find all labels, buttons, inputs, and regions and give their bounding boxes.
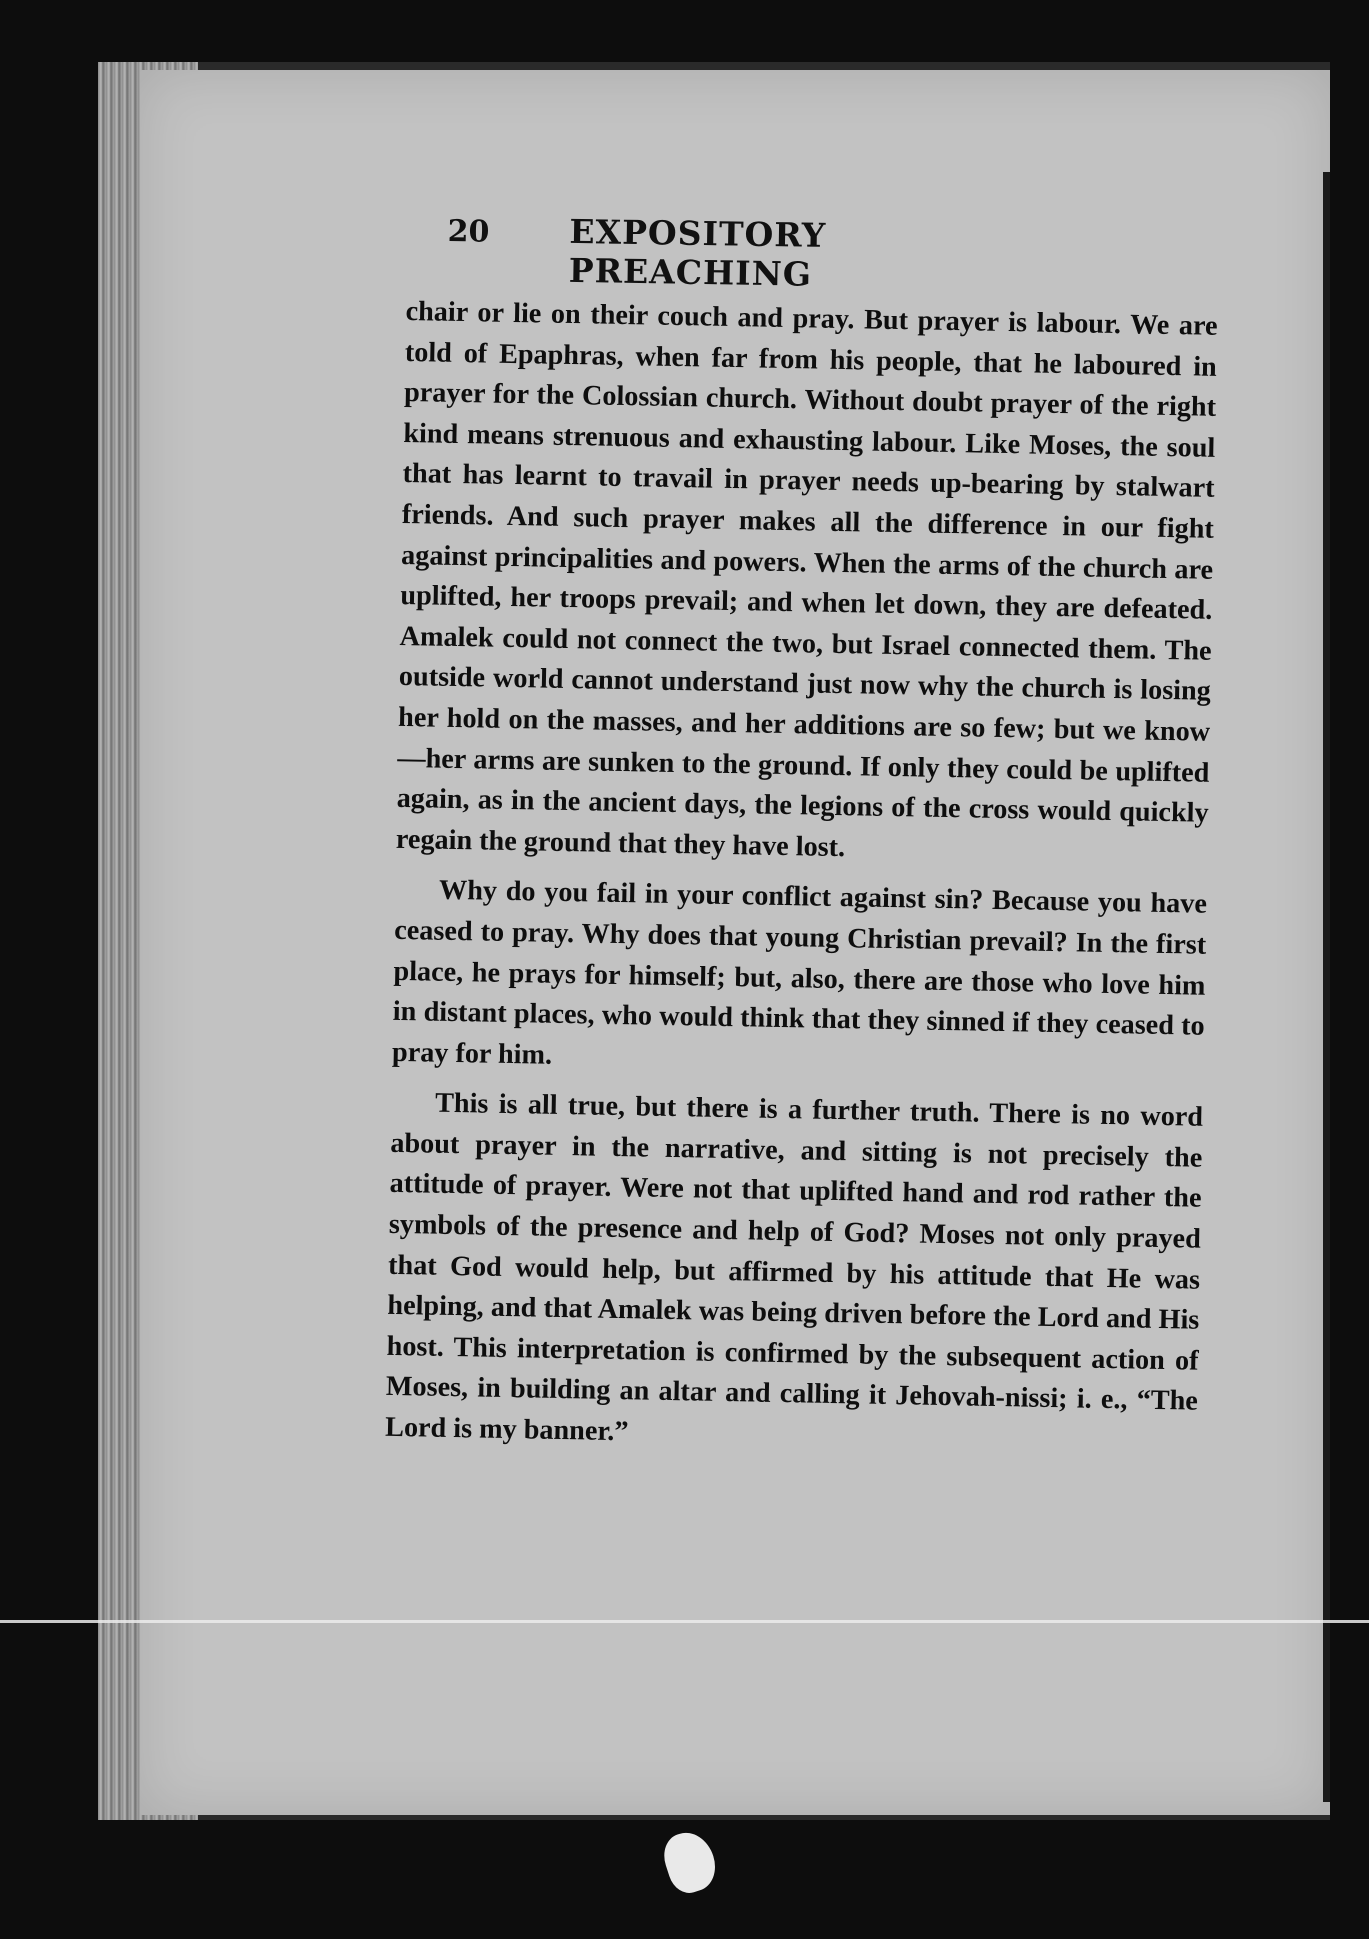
page-header [447,210,1068,298]
paragraph-1: chair or lie on their couch and pray. But prayer is labour. We are told of Epaphras, when far from his people, that he laboured in prayer for the Colossian church. Without doubt prayer of the right kind means strenuous and exhausting labour. Like Moses, the soul that has learnt to travail in prayer needs up-bearing by stalwart friends. And such prayer makes all the difference in our fight against principalities and powers. When the arms of the church are uplifted, her troops prevail; and when let down, they are defeated. Amalek could not connect the two, but Israel connected them. The outside world cannot understand just now why the church is losing her hold on the masses, and her additions are so few; but we know—her arms are sunken to the ground. If only they could be uplifted again, as in the ancient days, the legions of the cross would quickly regain the ground that they have lost. [395,295,1218,863]
paragraph-2: Why do you fail in your conflict against sin? Because you have ceased to pray. Why does that young Christian prevail? In the first place, he prays for himself; but, also, there are those who love him in distant places, who would think that they sinned if they ceased to pray for him. [391,875,1208,1071]
scan-artifact-line [0,1620,1369,1623]
paragraph-3: This is all true, but there is a further truth. There is no word about prayer in the narrative, and sitting is not precisely the attitude of prayer. Were not that uplifted hand and rod rather the symbols of the presence and help of God? Moses not only prayed that God would help, but affirmed by his attitude that He was helping, and that Amalek was being driven before the Lord and His host. This interpretation is confirmed by the subsequent action of Moses, in building an altar and calling it Jehovah-nissi; i. e., “The Lord is my banner.” [384,1087,1204,1448]
page-number: 20 [447,213,490,250]
body-text [385,292,1218,1463]
running-title: EXPOSITORY PREACHING [568,211,827,294]
page-gutter-shadow [1323,172,1330,1802]
scan-smudge [658,1826,722,1898]
